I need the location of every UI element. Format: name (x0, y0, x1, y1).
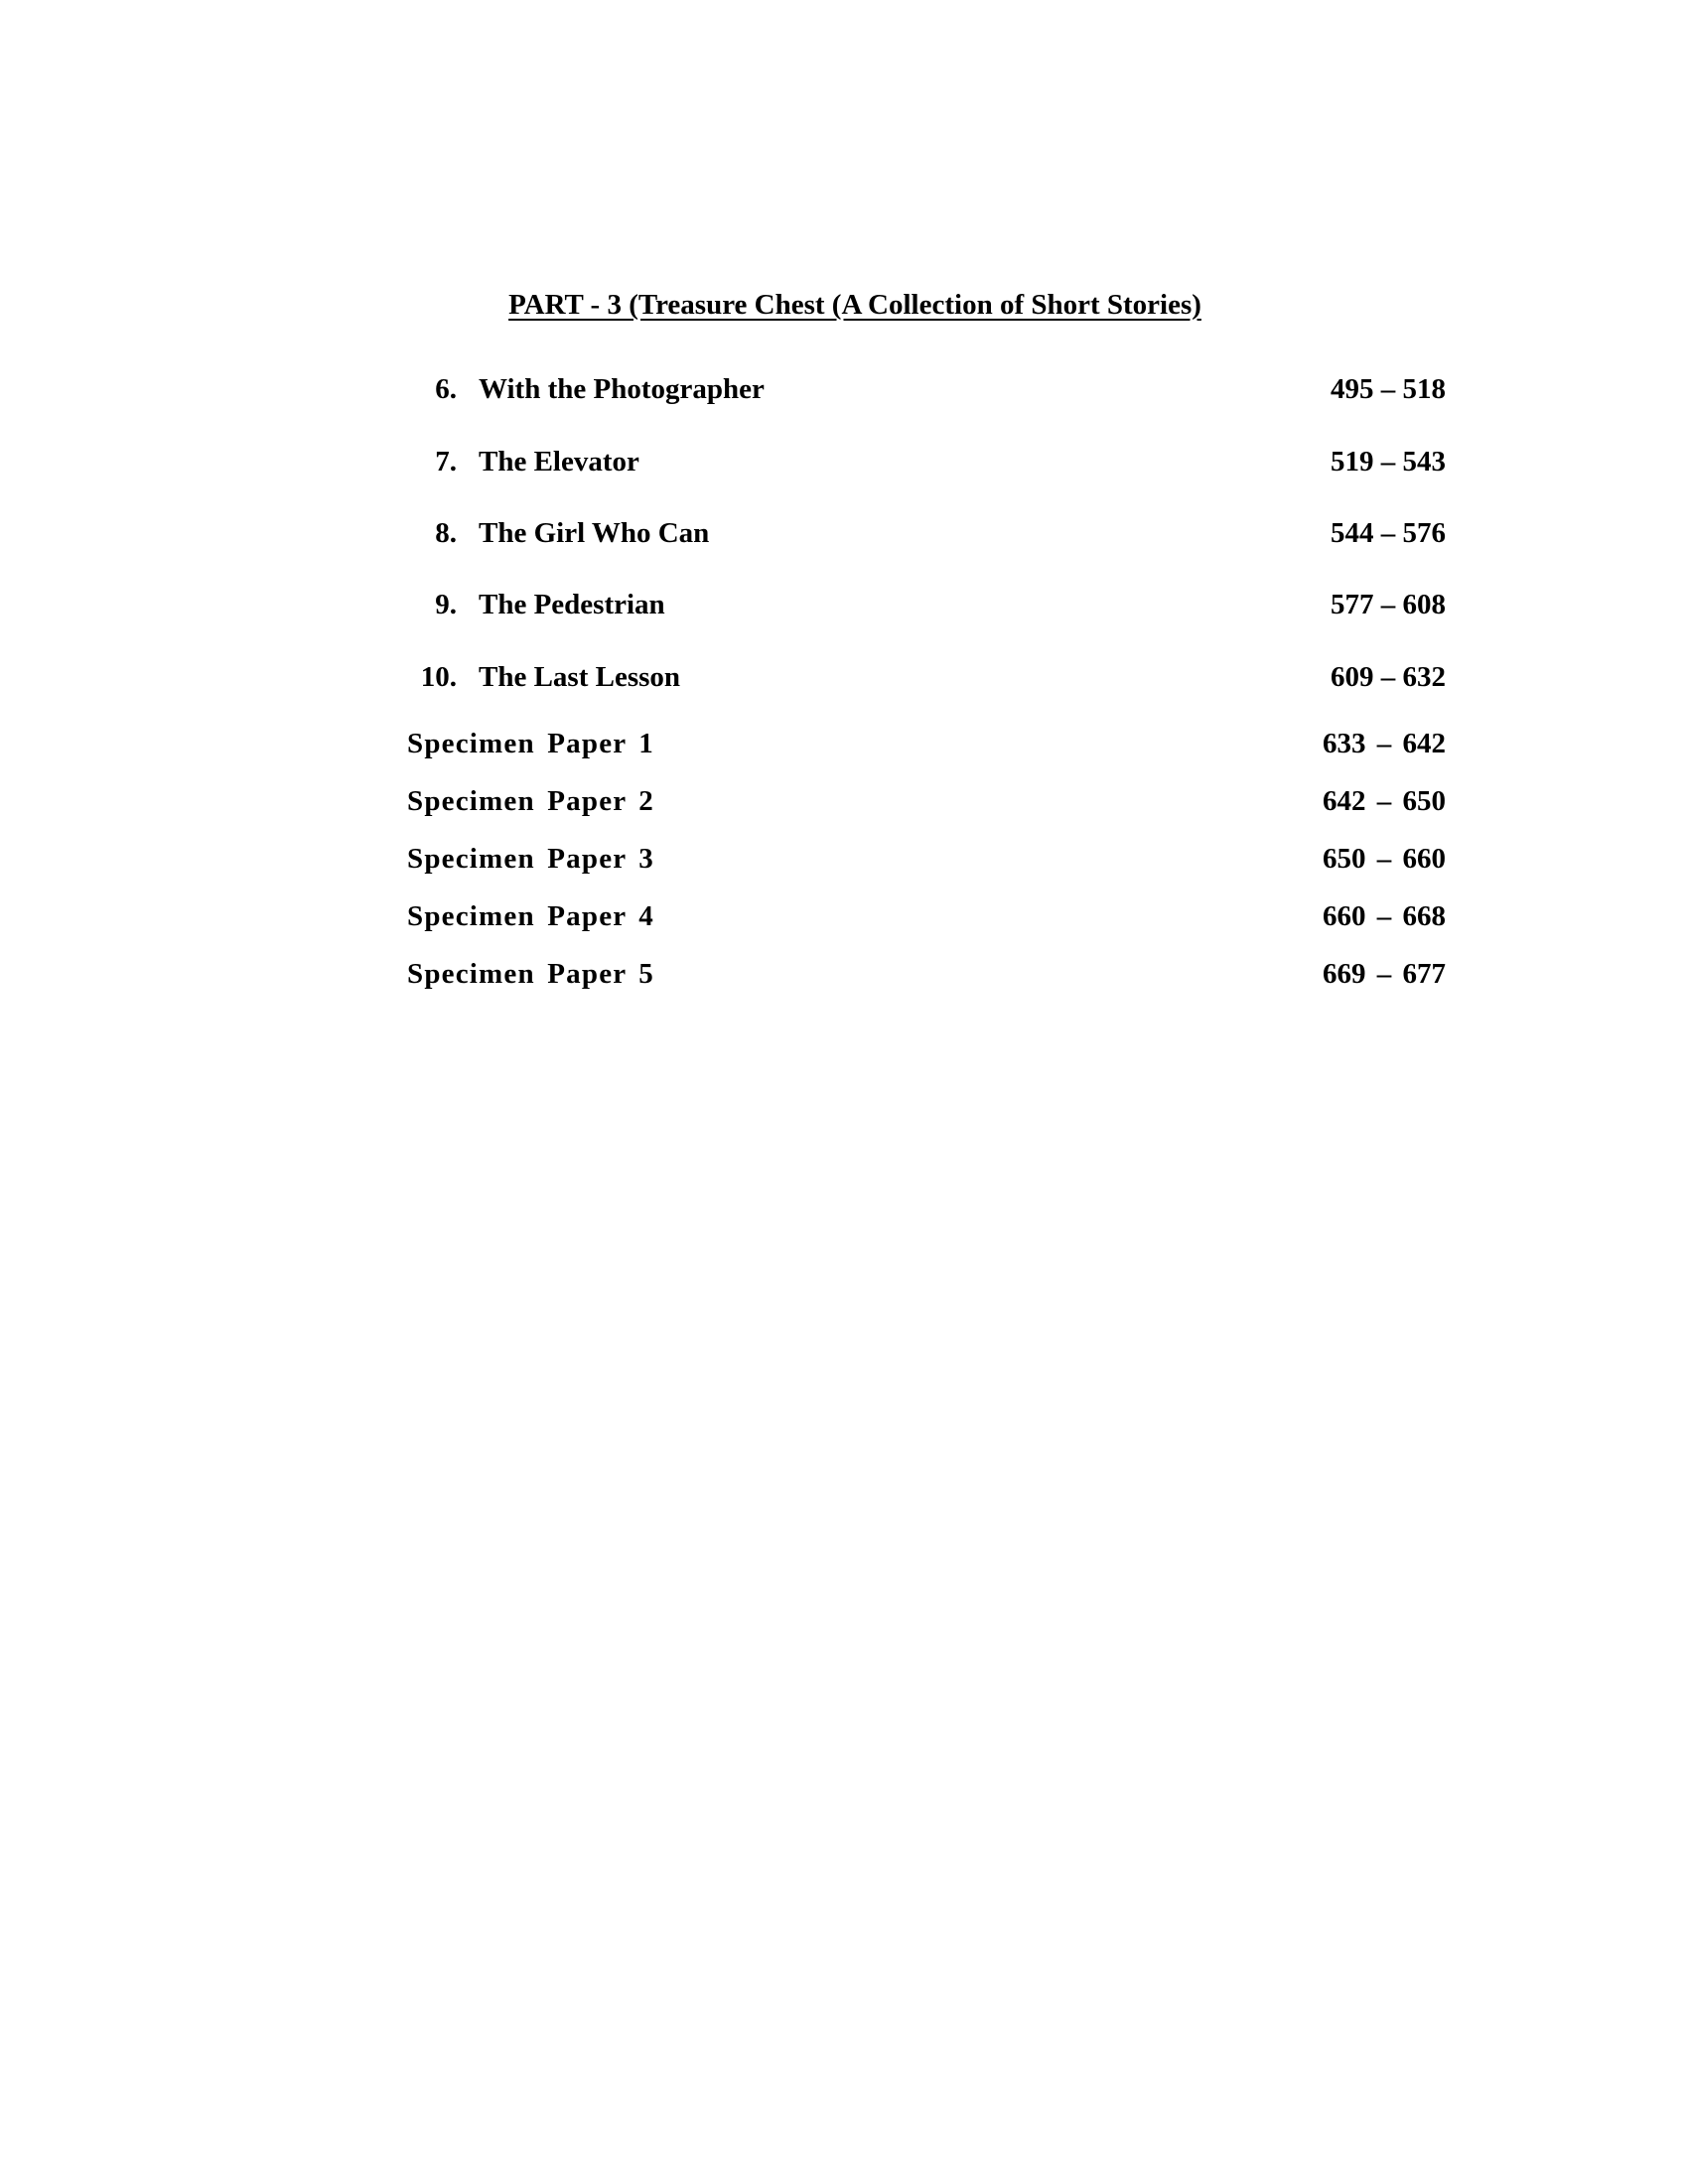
specimen-title: Specimen Paper 5 (407, 958, 654, 990)
page-range: 609 – 632 (1331, 661, 1446, 693)
specimen-title: Specimen Paper 4 (407, 900, 654, 932)
specimen-title: Specimen Paper 2 (407, 785, 654, 817)
chapter-number: 8. (435, 517, 457, 549)
page-range: 650 – 660 (1323, 843, 1446, 875)
chapter-title: The Last Lesson (479, 661, 681, 693)
toc-entry-chapter (0, 657, 1688, 697)
toc-entry-specimen (0, 954, 1688, 994)
chapter-title: With the Photographer (479, 373, 765, 405)
page-range: 577 – 608 (1331, 589, 1446, 620)
toc-entry-specimen (0, 724, 1688, 763)
chapter-title: The Pedestrian (479, 589, 665, 620)
toc-entry-chapter (0, 442, 1688, 481)
toc-entry-chapter (0, 369, 1688, 409)
page-range: 669 – 677 (1323, 958, 1446, 990)
page-range: 633 – 642 (1323, 728, 1446, 759)
specimen-title: Specimen Paper 3 (407, 843, 654, 875)
toc-entry-chapter (0, 585, 1688, 624)
chapter-number: 9. (435, 589, 457, 620)
chapter-number: 10. (420, 661, 457, 693)
page-range: 660 – 668 (1323, 900, 1446, 932)
chapter-number: 6. (435, 373, 457, 405)
chapter-title: The Girl Who Can (479, 517, 710, 549)
specimen-title: Specimen Paper 1 (407, 728, 654, 759)
part-heading: PART - 3 (Treasure Chest (A Collection of Short Stories) (508, 289, 1201, 321)
page-range: 544 – 576 (1331, 517, 1446, 549)
chapter-number: 7. (435, 446, 457, 478)
page-range: 642 – 650 (1323, 785, 1446, 817)
toc-entry-specimen (0, 781, 1688, 821)
toc-entry-specimen (0, 896, 1688, 936)
page-range: 495 – 518 (1331, 373, 1446, 405)
toc-entry-specimen (0, 839, 1688, 879)
toc-entry-chapter (0, 513, 1688, 553)
chapter-title: The Elevator (479, 446, 639, 478)
page-range: 519 – 543 (1331, 446, 1446, 478)
